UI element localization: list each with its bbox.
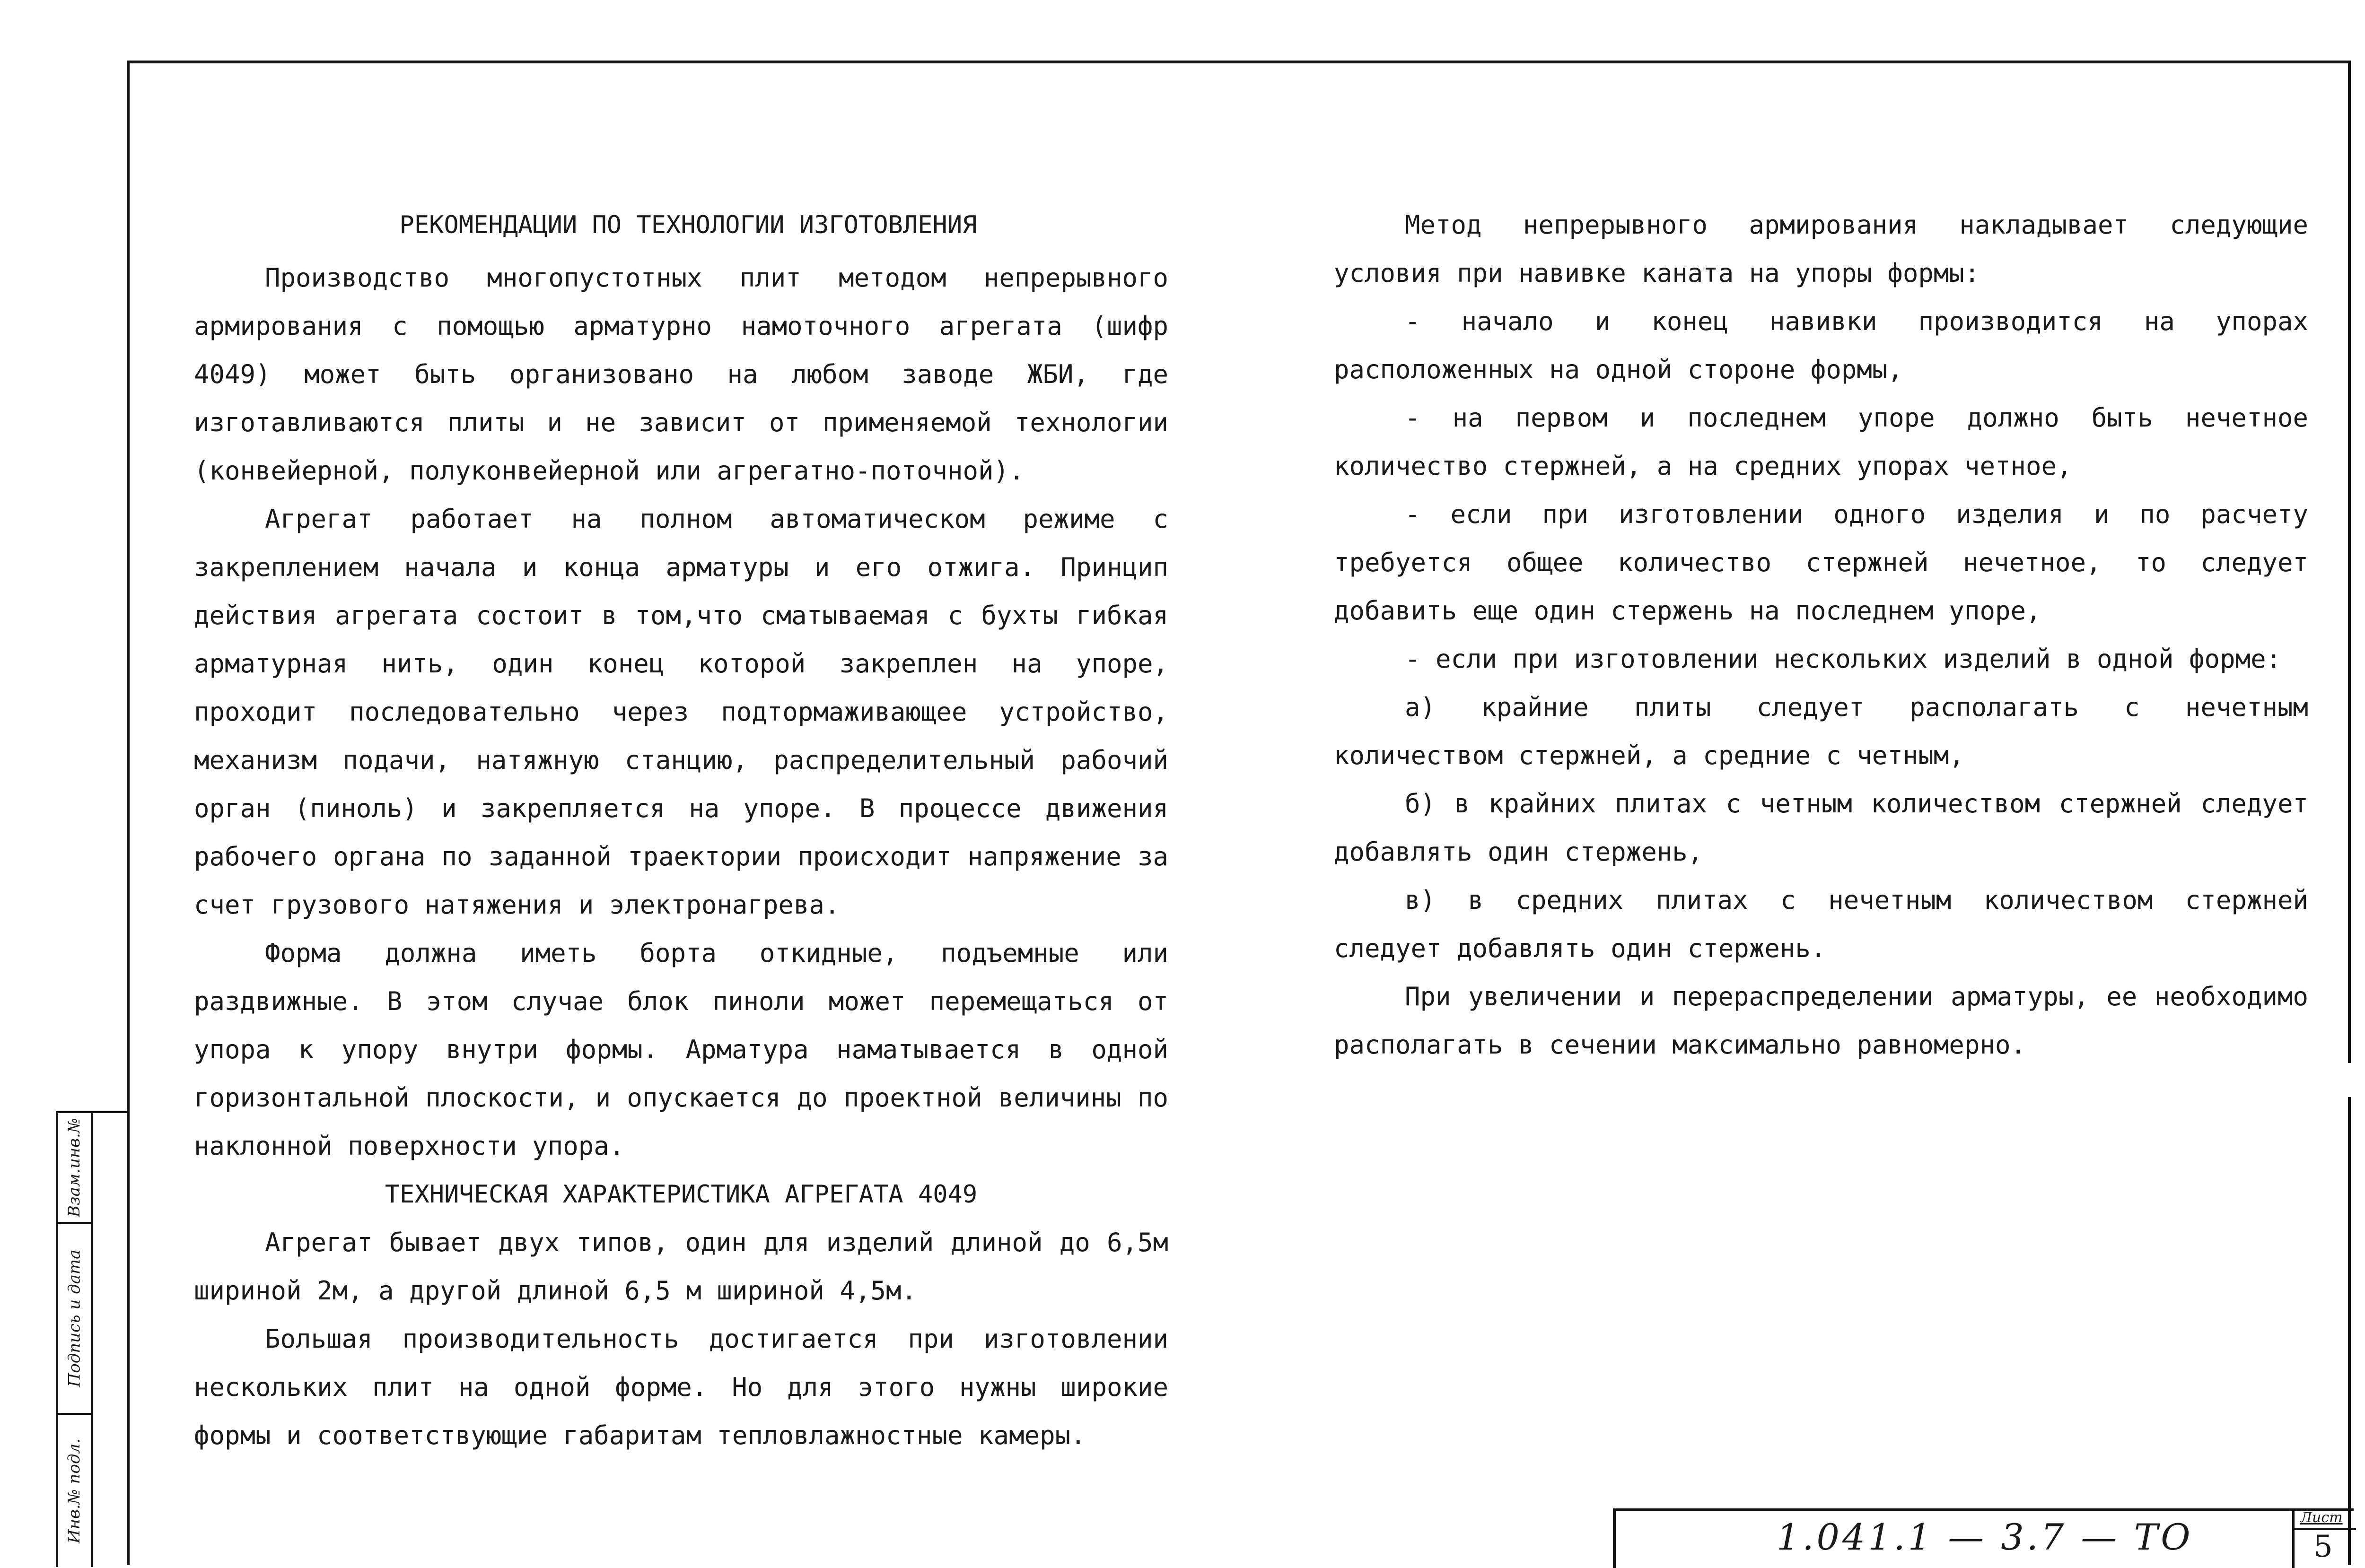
section-heading-technology: РЕКОМЕНДАЦИИ ПО ТЕХНОЛОГИИ ИЗГОТОВЛЕНИЯ: [399, 211, 977, 239]
stamp-label-signature: Подпись и дата: [65, 1249, 84, 1387]
paragraph: При увеличении и перераспределении арматуры, ее необходимо располагать в сечении максимально равномерно.: [1334, 982, 2308, 1060]
stamp-label-inventory: Инв.№ подл.: [65, 1438, 84, 1543]
sheet-box: [2292, 1508, 2356, 1568]
list-item: а) крайние плиты следует располагать с нечетным количеством стержней, а средние с четным,: [1334, 692, 2308, 770]
list-item: в) в средних плитах с нечетным количеством стержней следует добавлять один стержень.: [1334, 885, 2308, 963]
frame-right-border-lower: [2348, 1097, 2351, 1565]
paragraph: Агрегат бывает двух типов, один для изделий длиной до 6,5м шириной 2м, а другой длиной 6,5 м шириной 4,5м.: [194, 1228, 1168, 1306]
stamp-label-replacement: Взам.инв.№: [65, 1118, 84, 1217]
title-block: [1613, 1508, 2354, 1568]
paragraph: Производство многопустотных плит методом непрерывного армирования с помощью арматурно намоточного агрегата (шифр 4049) может быть организовано на любом заводе ЖБИ, где изготавливаются плиты и не зависит от применяемой технологии (конвейерной, полуконвейерной или агрегатно-поточной).: [194, 263, 1168, 486]
list-item: - на первом и последнем упоре должно быть нечетное количество стержней, а на средних упорах четное,: [1334, 403, 2308, 481]
stamp-cell-replacement: [58, 1113, 91, 1222]
paragraph: Форма должна иметь борта откидные, подъемные или раздвижные. В этом случае блок пиноли может перемещаться от упора к упору внутри формы. Арматура наматывается в одной горизонтальной плоскости, и опускается до проектной величины по наклонной поверхности упора.: [194, 938, 1168, 1161]
sheet-label: Лист: [2300, 1509, 2343, 1526]
left-column: [194, 201, 1168, 1460]
paragraph: Метод непрерывного армирования накладывает следующие условия при навивке каната на упоры формы:: [1334, 210, 2308, 288]
list-item: - если при изготовлении одного изделия и по расчету требуется общее количество стержней нечетное, то следует добавить еще один стержень на последнем упоре,: [1334, 499, 2308, 626]
stamp-cell-inventory: [58, 1415, 91, 1567]
document-code: 1.041.1 — 3.7 — ТО: [1777, 1516, 2193, 1558]
section-heading-specs: ТЕХНИЧЕСКАЯ ХАРАКТЕРИСТИКА АГРЕГАТА 4049: [385, 1180, 978, 1209]
right-column: [1334, 201, 2308, 1069]
frame-top-border: [127, 61, 2351, 63]
stamp-divider: [91, 1113, 93, 1567]
stamp-cell-signature: [58, 1224, 91, 1413]
list-item: - если при изготовлении нескольких изделий в одной форме:: [1405, 644, 2282, 674]
frame-right-border-upper: [2348, 61, 2351, 1063]
paragraph: Агрегат работает на полном автоматическом режиме с закреплением начала и конца арматуры и его отжига. Принцип действия агрегата состоит в том,что сматываемая с бухты гибкая арматурная нить, один конец которой закреплен на упоре, проходит последовательно через подтормаживающее устройство, механизм подачи, натяжную станцию, распределительный рабочий орган (пиноль) и закрепляется на упоре. В процессе движения рабочего органа по заданной траектории происходит напряжение за счет грузового натяжения и электронагрева.: [194, 504, 1168, 920]
sheet-number: 5: [2313, 1529, 2333, 1564]
approval-stamp-strip: [56, 1111, 129, 1567]
list-item: - начало и конец навивки производится на упорах расположенных на одной стороне формы,: [1334, 306, 2308, 384]
paragraph: Большая производительность достигается при изготовлении нескольких плит на одной форме. Но для этого нужны широкие формы и соответствующие габаритам тепловлажностные камеры.: [194, 1324, 1168, 1450]
list-item: б) в крайних плитах с четным количеством стержней следует добавлять один стержень,: [1334, 789, 2308, 867]
